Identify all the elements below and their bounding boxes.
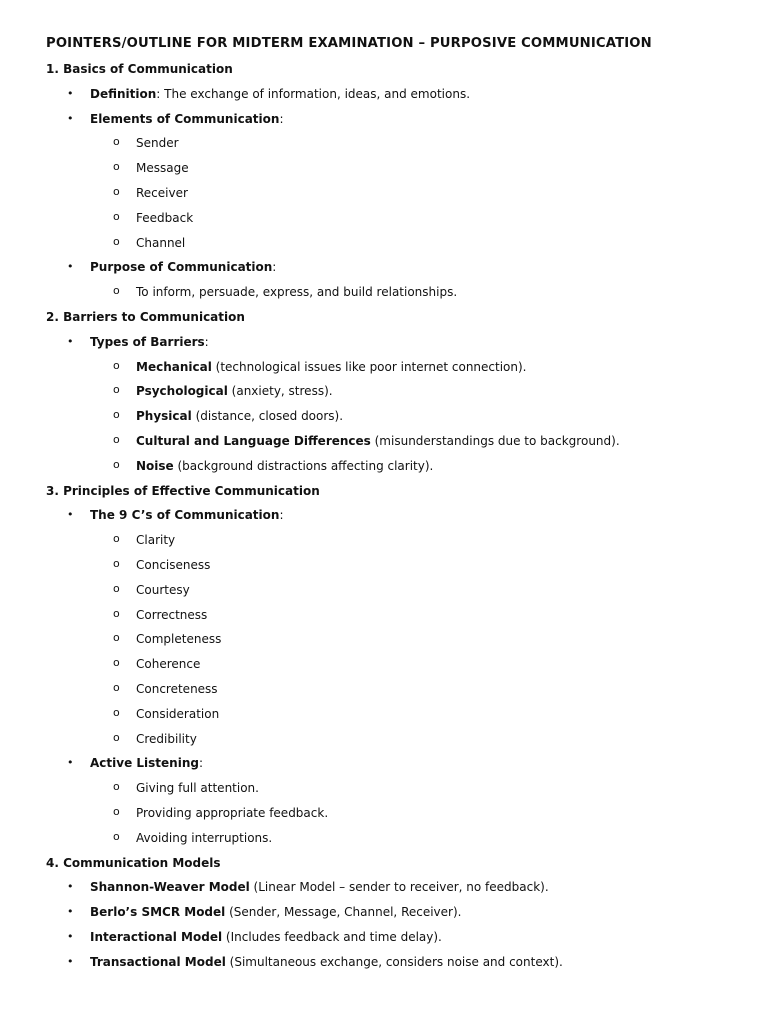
bullet-marker: • (67, 111, 74, 125)
sub-bullet-item (0, 285, 768, 310)
sub-bullet-item (0, 136, 768, 161)
sub-bullet-marker: o (113, 829, 120, 843)
bullet-item (0, 930, 768, 955)
item-text: : (279, 508, 284, 523)
item-term: Definition (90, 86, 157, 101)
sub-bullet-marker: o (113, 234, 120, 248)
sub-bullet-item (0, 161, 768, 186)
item-term: 4. Communication Models (46, 855, 221, 870)
sub-bullet-item (0, 360, 768, 385)
item-term: 2. Barriers to Communication (46, 309, 245, 324)
bullet-item (0, 335, 768, 360)
sub-bullet-marker: o (113, 160, 120, 174)
item-term: Physical (136, 409, 192, 424)
bullet-item (0, 880, 768, 905)
item-text: (Sender, Message, Channel, Receiver). (225, 905, 462, 920)
item-text: Giving full attention. (136, 781, 259, 796)
item-text: Completeness (136, 632, 222, 647)
sub-bullet-marker: o (113, 135, 120, 149)
item-text: : (272, 260, 277, 275)
item-text: Coherence (136, 657, 201, 672)
item-text: : (204, 334, 209, 349)
item-text: Correctness (136, 607, 208, 622)
bullet-item (0, 87, 768, 112)
sub-bullet-item (0, 831, 768, 856)
item-term: Cultural and Language Differences (136, 433, 371, 448)
sub-bullet-item (0, 608, 768, 633)
item-term: Types of Barriers (90, 334, 205, 349)
bullet-marker: • (67, 86, 74, 100)
sub-bullet-item (0, 186, 768, 211)
sub-bullet-item (0, 384, 768, 409)
bullet-item (0, 756, 768, 781)
sub-bullet-marker: o (113, 780, 120, 794)
bullet-marker: • (67, 334, 74, 348)
page-title: POINTERS/OUTLINE FOR MIDTERM EXAMINATION – PURPOSIVE COMMUNICATION (46, 36, 652, 51)
item-text: Providing appropriate feedback. (136, 805, 329, 820)
sub-bullet-item (0, 732, 768, 757)
sub-bullet-item (0, 583, 768, 608)
item-term: Noise (136, 458, 174, 473)
sub-bullet-marker: o (113, 581, 120, 595)
bullet-marker: • (67, 508, 74, 522)
item-term: 1. Basics of Communication (46, 62, 233, 76)
item-text: Consideration (136, 706, 220, 721)
item-text: (Includes feedback and time delay). (222, 929, 442, 944)
item-text: Message (136, 161, 189, 176)
sub-bullet-marker: o (113, 804, 120, 818)
sub-bullet-item (0, 806, 768, 831)
item-text: Concreteness (136, 681, 218, 696)
bullet-item (0, 112, 768, 137)
section-heading (0, 62, 768, 87)
item-term: Shannon-Weaver Model (90, 880, 250, 895)
sub-bullet-marker: o (113, 284, 120, 298)
sub-bullet-marker: o (113, 358, 120, 372)
outline-body (0, 62, 768, 979)
item-text: Feedback (136, 210, 194, 225)
item-term: 3. Principles of Effective Communication (46, 483, 320, 498)
sub-bullet-marker: o (113, 383, 120, 397)
bullet-marker: • (67, 260, 74, 274)
sub-bullet-item (0, 236, 768, 261)
sub-bullet-item (0, 459, 768, 484)
sub-bullet-marker: o (113, 631, 120, 645)
sub-bullet-marker: o (113, 209, 120, 223)
section-heading (0, 856, 768, 881)
sub-bullet-marker: o (113, 680, 120, 694)
item-term: Berlo’s SMCR Model (90, 905, 226, 920)
item-text: (background distractions affecting clarity). (173, 458, 434, 473)
bullet-marker: • (67, 880, 74, 894)
item-text: (Linear Model – sender to receiver, no feedback). (249, 880, 549, 895)
section-heading (0, 484, 768, 509)
item-text: (misunderstandings due to background). (370, 433, 620, 448)
item-term: Mechanical (136, 359, 212, 374)
item-text: Channel (136, 235, 186, 250)
sub-bullet-marker: o (113, 457, 120, 471)
sub-bullet-marker: o (113, 184, 120, 198)
sub-bullet-item (0, 632, 768, 657)
item-text: Sender (136, 136, 179, 151)
sub-bullet-item (0, 657, 768, 682)
item-text: Clarity (136, 533, 176, 548)
item-term: Psychological (136, 384, 228, 399)
item-text: : (279, 111, 284, 126)
bullet-item (0, 260, 768, 285)
sub-bullet-marker: o (113, 606, 120, 620)
sub-bullet-marker: o (113, 705, 120, 719)
item-text: Avoiding interruptions. (136, 830, 273, 845)
bullet-item (0, 905, 768, 930)
item-term: The 9 C’s of Communication (90, 508, 280, 523)
sub-bullet-marker: o (113, 532, 120, 546)
item-term: Transactional Model (90, 954, 226, 969)
item-term: Active Listening (90, 756, 199, 771)
item-term: Interactional Model (90, 929, 223, 944)
sub-bullet-item (0, 434, 768, 459)
item-text: To inform, persuade, express, and build relationships. (136, 285, 458, 300)
section-heading (0, 310, 768, 335)
item-term: Elements of Communication (90, 111, 280, 126)
item-text: Conciseness (136, 557, 211, 572)
item-text: (anxiety, stress). (227, 384, 333, 399)
sub-bullet-item (0, 409, 768, 434)
bullet-item (0, 955, 768, 980)
bullet-marker: • (67, 929, 74, 943)
item-text: Credibility (136, 731, 197, 746)
sub-bullet-item (0, 558, 768, 583)
sub-bullet-marker: o (113, 730, 120, 744)
item-text: : The exchange of information, ideas, and emotions. (156, 86, 471, 101)
sub-bullet-item (0, 707, 768, 732)
bullet-marker: • (67, 756, 74, 770)
sub-bullet-marker: o (113, 656, 120, 670)
item-text: : (198, 756, 204, 771)
bullet-item (0, 508, 768, 533)
sub-bullet-marker: o (113, 408, 120, 422)
item-term: Purpose of Communication (90, 260, 273, 275)
sub-bullet-item (0, 533, 768, 558)
item-text: (technological issues like poor internet connection). (211, 359, 527, 374)
sub-bullet-marker: o (113, 432, 120, 446)
sub-bullet-item (0, 682, 768, 707)
item-text: Courtesy (136, 582, 190, 597)
bullet-marker: • (67, 954, 74, 968)
bullet-marker: • (67, 905, 74, 919)
item-text: Receiver (136, 185, 188, 200)
sub-bullet-marker: o (113, 556, 120, 570)
sub-bullet-item (0, 781, 768, 806)
item-text: (distance, closed doors). (191, 409, 344, 424)
sub-bullet-item (0, 211, 768, 236)
item-text: (Simultaneous exchange, considers noise and context). (225, 954, 563, 969)
